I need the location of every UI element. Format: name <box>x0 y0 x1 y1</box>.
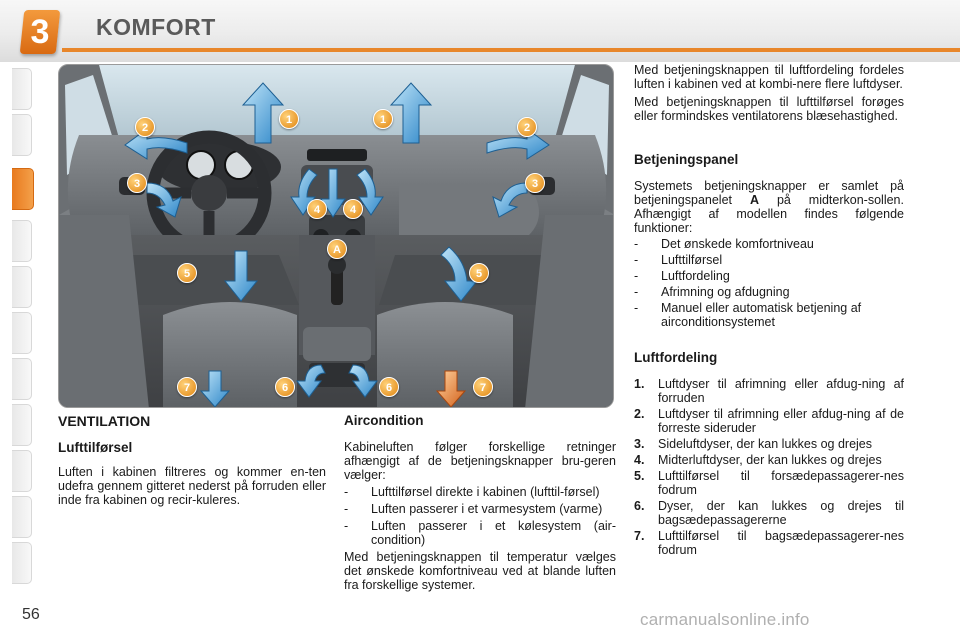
betjening-item: - Det ønskede komfortniveau <box>634 237 814 251</box>
aircondition-outro: Med betjeningsknappen til temperatur vælges det ønskede komfortniveau ved at blande luften fra forskellige systemer. <box>344 550 616 592</box>
aircondition-heading: Aircondition <box>344 413 424 428</box>
fordeling-item: 4. Midterluftdyser, der kan lukkes og drejes <box>634 453 882 467</box>
callout-7-right: 7 <box>473 377 493 397</box>
fordeling-item: 6. Dyser, der kan lukkes og drejes til bagsædepassagererne <box>634 499 904 527</box>
fordeling-item: 5. Lufttilførsel til forsædepassagerer-nes fodrum <box>634 469 904 497</box>
right-column <box>634 63 904 557</box>
header-rule <box>62 48 960 52</box>
ventilation-heading: VENTILATION <box>58 413 151 429</box>
cabin-ventilation-illustration <box>58 64 614 408</box>
chapter-title: KOMFORT <box>96 14 216 40</box>
callout-4-left: 4 <box>307 199 327 219</box>
ventilation-section <box>58 414 326 507</box>
chapter-tab-2[interactable] <box>12 114 32 156</box>
lufttilforsel-knap-text: Med betjeningsknappen til lufttilførsel forøges eller formindskes ventilatorens blæsehastighed. <box>634 95 904 123</box>
watermark: carmanualsonline.info <box>640 610 810 629</box>
betjening-item: - Afrimning og afdugning <box>634 285 790 299</box>
betjening-item: - Luftfordeling <box>634 269 730 283</box>
page-number: 56 <box>22 606 40 623</box>
fordeling-item: 2. Luftdyser til afrimning eller afdug-ning af de forreste sideruder <box>634 407 904 435</box>
aircondition-item: - Luften passerer i et kølesystem (air-condition) <box>344 519 616 547</box>
chapter-tab-1[interactable] <box>12 68 32 110</box>
callout-1-left: 1 <box>279 109 299 129</box>
callout-2-left: 2 <box>135 117 155 137</box>
chapter-number-badge <box>20 10 61 54</box>
lufttilforsel-text: Luften i kabinen filtreres og kommer en-ten udefra gennem gitteret nederst på forruden eller inde fra kabinen og recir-kuleres. <box>58 465 326 507</box>
chapter-number: 3 <box>30 13 50 51</box>
callout-7-left: 7 <box>177 377 197 397</box>
betjeningspanel-heading: Betjeningspanel <box>634 152 739 167</box>
chapter-tab-6[interactable] <box>12 312 32 354</box>
callout-1-right: 1 <box>373 109 393 129</box>
callout-6-right: 6 <box>379 377 399 397</box>
fordeling-item: 3. Sideluftdyser, der kan lukkes og drejes <box>634 437 873 451</box>
betjening-item: - Lufttilførsel <box>634 253 723 267</box>
aircondition-item: - Luften passerer i et varmesystem (varme) <box>344 502 603 516</box>
betjening-item: - Manuel eller automatisk betjening af airconditionsystemet <box>634 301 862 329</box>
lufttilforsel-heading: Lufttilførsel <box>58 440 133 455</box>
callout-4-right: 4 <box>343 199 363 219</box>
chapter-tab-9[interactable] <box>12 450 32 492</box>
aircondition-section <box>344 414 616 592</box>
chapter-tabs <box>12 68 34 578</box>
chapter-tab-4[interactable] <box>12 220 32 262</box>
aircondition-intro: Kabineluften følger forskellige retninger afhængigt af de betjeningsknapper bru-geren vælger: <box>344 440 616 482</box>
callout-6-left: 6 <box>275 377 295 397</box>
callout-a-control-panel: A <box>327 239 347 259</box>
luftfordeling-heading: Luftfordeling <box>634 350 718 365</box>
chapter-tab-7[interactable] <box>12 358 32 400</box>
callout-3-left: 3 <box>127 173 147 193</box>
fordeling-item: 7. Lufttilførsel til bagsædepassagerer-nes fodrum <box>634 529 904 557</box>
aircondition-item: - Lufttilførsel direkte i kabinen (lufttil-førsel) <box>344 485 600 499</box>
chapter-tab-8[interactable] <box>12 404 32 446</box>
chapter-tab-10[interactable] <box>12 496 32 538</box>
chapter-tab-11[interactable] <box>12 542 32 584</box>
betjeningspanel-intro: Systemets betjeningsknapper er samlet på betjeningspanelet A på midterkon-sollen. Afhængigt af modellen findes følgende funktioner: <box>634 179 904 235</box>
luftfordeling-knap-text: Med betjeningsknappen til luftfordeling fordeles luften i kabinen ved at kombi-nere flere luftdyser. <box>634 63 904 91</box>
chapter-tab-3-active[interactable] <box>12 168 34 210</box>
chapter-tab-5[interactable] <box>12 266 32 308</box>
callout-2-right: 2 <box>517 117 537 137</box>
fordeling-item: 1. Luftdyser til afrimning eller afdug-ning af forruden <box>634 377 904 405</box>
callout-5-right: 5 <box>469 263 489 283</box>
callout-5-left: 5 <box>177 263 197 283</box>
callout-3-right: 3 <box>525 173 545 193</box>
